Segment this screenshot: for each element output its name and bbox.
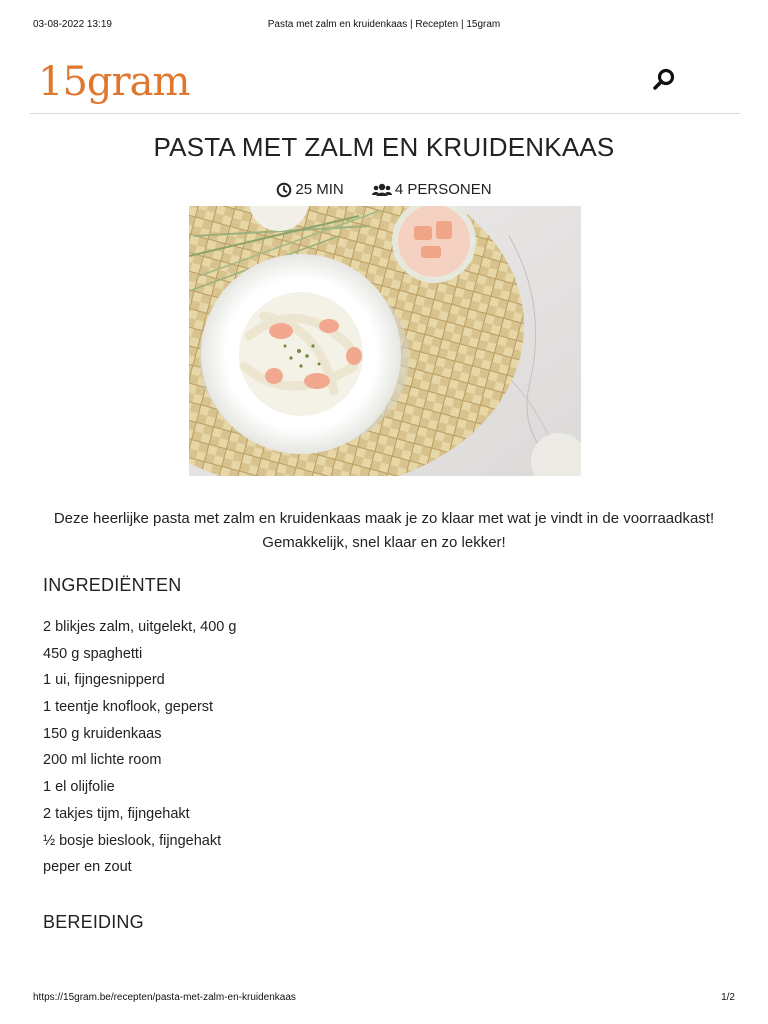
list-item: 2 takjes tijm, fijngehakt bbox=[43, 805, 190, 822]
prep-time-label: 25 MIN bbox=[295, 181, 344, 198]
print-datetime: 03-08-2022 13:19 bbox=[33, 19, 112, 30]
search-button[interactable] bbox=[650, 66, 678, 94]
list-item: 1 teentje knoflook, geperst bbox=[43, 699, 214, 716]
print-page-number: 1/2 bbox=[721, 992, 735, 1003]
preparation-heading: BEREIDING bbox=[43, 912, 144, 932]
list-item: 150 g kruidenkaas bbox=[43, 725, 162, 742]
search-icon bbox=[650, 66, 678, 94]
ingredients-list bbox=[43, 617, 236, 884]
prep-time bbox=[276, 181, 343, 198]
print-url: https://15gram.be/recepten/pasta-met-zalm-en-kruidenkaas bbox=[33, 992, 296, 1003]
recipe-intro: Deze heerlijke pasta met zalm en kruidenkaas maak je zo klaar met wat je vindt in de voorraadkast! Gemakkelijk, snel klaar en zo lekker! bbox=[53, 510, 715, 551]
list-item: ½ bosje bieslook, fijngehakt bbox=[43, 832, 222, 849]
list-item: peper en zout bbox=[43, 859, 132, 876]
list-item: 450 g spaghetti bbox=[43, 645, 143, 662]
recipe-meta bbox=[0, 181, 768, 202]
site-logo[interactable]: 15gram bbox=[38, 59, 190, 105]
list-item: 1 ui, fijngesnipperd bbox=[43, 672, 165, 689]
list-item: 2 blikjes zalm, uitgelekt, 400 g bbox=[43, 619, 237, 635]
recipe-photo bbox=[189, 206, 581, 476]
servings-label: 4 PERSONEN bbox=[394, 181, 492, 198]
users-icon bbox=[372, 182, 392, 198]
servings bbox=[372, 181, 492, 198]
clock-icon bbox=[276, 182, 292, 198]
list-item: 200 ml lichte room bbox=[43, 752, 162, 769]
ingredients-heading: INGREDIËNTEN bbox=[43, 575, 182, 595]
header-divider bbox=[30, 113, 740, 114]
list-item: 1 el olijfolie bbox=[43, 779, 115, 796]
print-header bbox=[0, 19, 768, 33]
recipe-title: PASTA MET ZALM EN KRUIDENKAAS bbox=[153, 132, 615, 162]
print-page-title: Pasta met zalm en kruidenkaas | Recepten | 15gram bbox=[267, 19, 501, 30]
